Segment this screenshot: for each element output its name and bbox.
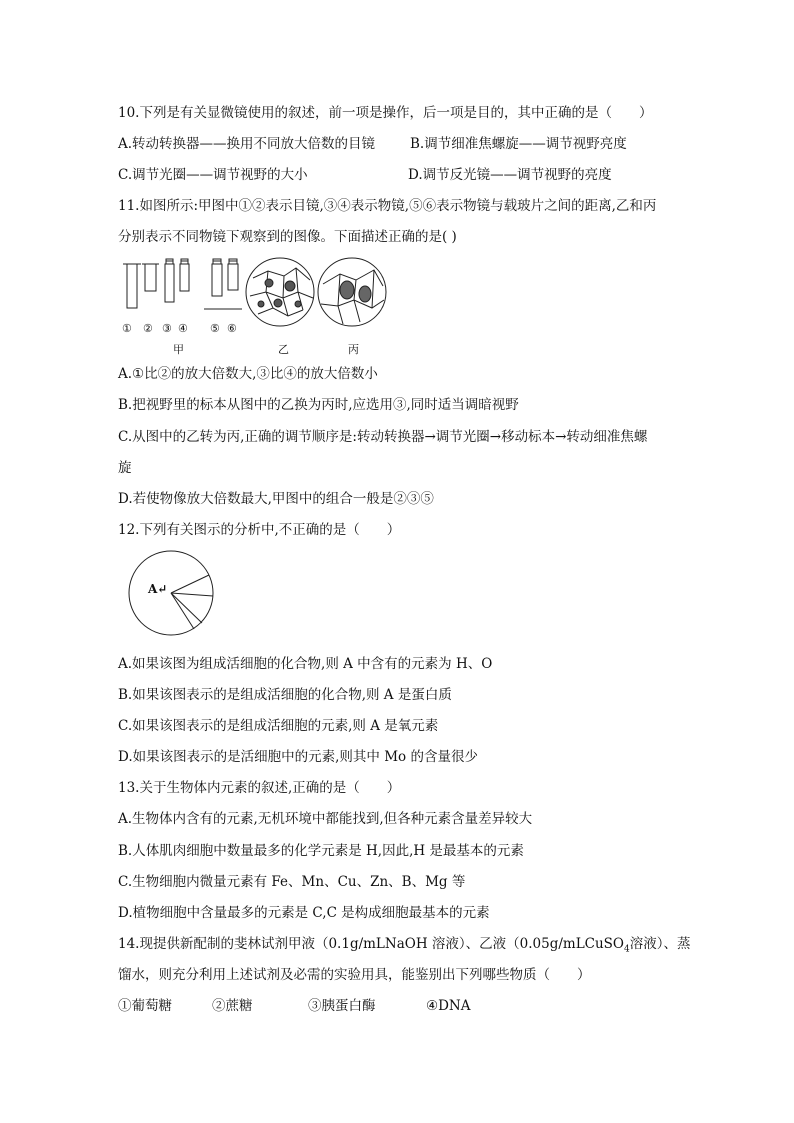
pie-figure — [122, 548, 222, 638]
q14-options — [118, 997, 471, 1015]
q14-stem-line1 — [118, 935, 690, 959]
label-3: ③ — [162, 322, 172, 335]
label-bing: 丙 — [348, 343, 359, 356]
q10-stem: 10.下列是有关显微镜使用的叙述，前一项是操作，后一项是目的，其中正确的是（ ） — [118, 105, 653, 121]
q11-stem-line2: 分别表示不同物镜下观察到的图像。下面描述正确的是( ) — [118, 229, 457, 245]
q12-option-c: C.如果该图表示的是组成活细胞的元素,则 A 是氧元素 — [118, 718, 439, 734]
q14-stem-line1-part1: 14.现提供新配制的斐林试剂甲液（0.1g/mLNaOH 溶液）、乙液（0.05g/mLCuSO — [118, 936, 624, 952]
label-6: ⑥ — [227, 322, 237, 335]
label-jia: 甲 — [173, 343, 184, 356]
q14-stem-line1-part2: 溶液）、蒸 — [629, 936, 691, 952]
q10-option-a: A.转动转换器——换用不同放大倍数的目镜 — [118, 136, 376, 152]
q10-option-d: D.调节反光镜——调节视野的亮度 — [408, 167, 612, 183]
label-5: ⑤ — [210, 322, 220, 335]
q12-stem: 12.下列有关图示的分析中,不正确的是（ ） — [118, 522, 401, 538]
q14-option-4: ④DNA — [426, 998, 471, 1014]
q11-option-b: B.把视野里的标本从图中的乙换为丙时,应选用③,同时适当调暗视野 — [118, 397, 519, 413]
q11-option-c-line1: C.从图中的乙转为丙,正确的调节顺序是:转动转换器→调节光圈→移动标本→转动细准焦螺 — [118, 429, 648, 445]
q12-option-b: B.如果该图表示的是组成活细胞的化合物,则 A 是蛋白质 — [118, 687, 452, 703]
q11-option-d: D.若使物像放大倍数最大,甲图中的组合一般是②③⑤ — [118, 491, 434, 507]
label-2: ② — [143, 322, 153, 335]
q14-option-3: ③胰蛋白酶 — [308, 998, 376, 1014]
q14-option-1: ①葡萄糖 — [118, 998, 172, 1014]
label-1: ① — [122, 322, 132, 335]
q14-option-2: ②蔗糖 — [212, 998, 253, 1014]
microscope-figure — [118, 256, 398, 356]
q11-option-a: A.①比②的放大倍数大,③比④的放大倍数小 — [118, 366, 378, 382]
q10-option-b: B.调节细准焦螺旋——调节视野亮度 — [410, 136, 627, 152]
pie-figure-drawing — [122, 548, 222, 638]
q14-stem-line1-subscript: 4 — [624, 944, 630, 955]
pie-label-a: A↵ — [148, 582, 168, 596]
q13-stem: 13.关于生物体内元素的叙述,正确的是（ ） — [118, 780, 401, 796]
q14-stem-line2: 馏水，则充分利用上述试剂及必需的实验用具，能鉴别出下列哪些物质（ ） — [118, 967, 591, 983]
label-4: ④ — [178, 322, 188, 335]
q12-option-a: A.如果该图为组成活细胞的化合物,则 A 中含有的元素为 H、O — [118, 656, 493, 672]
q13-option-d: D.植物细胞中含量最多的元素是 C,C 是构成细胞最基本的元素 — [118, 905, 490, 921]
q11-option-c-line2: 旋 — [118, 460, 132, 476]
q13-option-c: C.生物细胞内微量元素有 Fe、Mn、Cu、Zn、B、Mg 等 — [118, 874, 466, 890]
q10-option-c: C.调节光圈——调节视野的大小 — [118, 167, 308, 183]
q12-option-d: D.如果该图表示的是活细胞中的元素,则其中 Mo 的含量很少 — [118, 749, 478, 765]
q13-option-b: B.人体肌肉细胞中数量最多的化学元素是 H,因此,H 是最基本的元素 — [118, 843, 524, 859]
q11-stem-line1: 11.如图所示:甲图中①②表示目镜,③④表示物镜,⑤⑥表示物镜与载玻片之间的距离,乙和丙 — [118, 198, 657, 214]
label-yi: 乙 — [278, 343, 289, 356]
q13-option-a: A.生物体内含有的元素,无机环境中都能找到,但各种元素含量差异较大 — [118, 811, 533, 827]
